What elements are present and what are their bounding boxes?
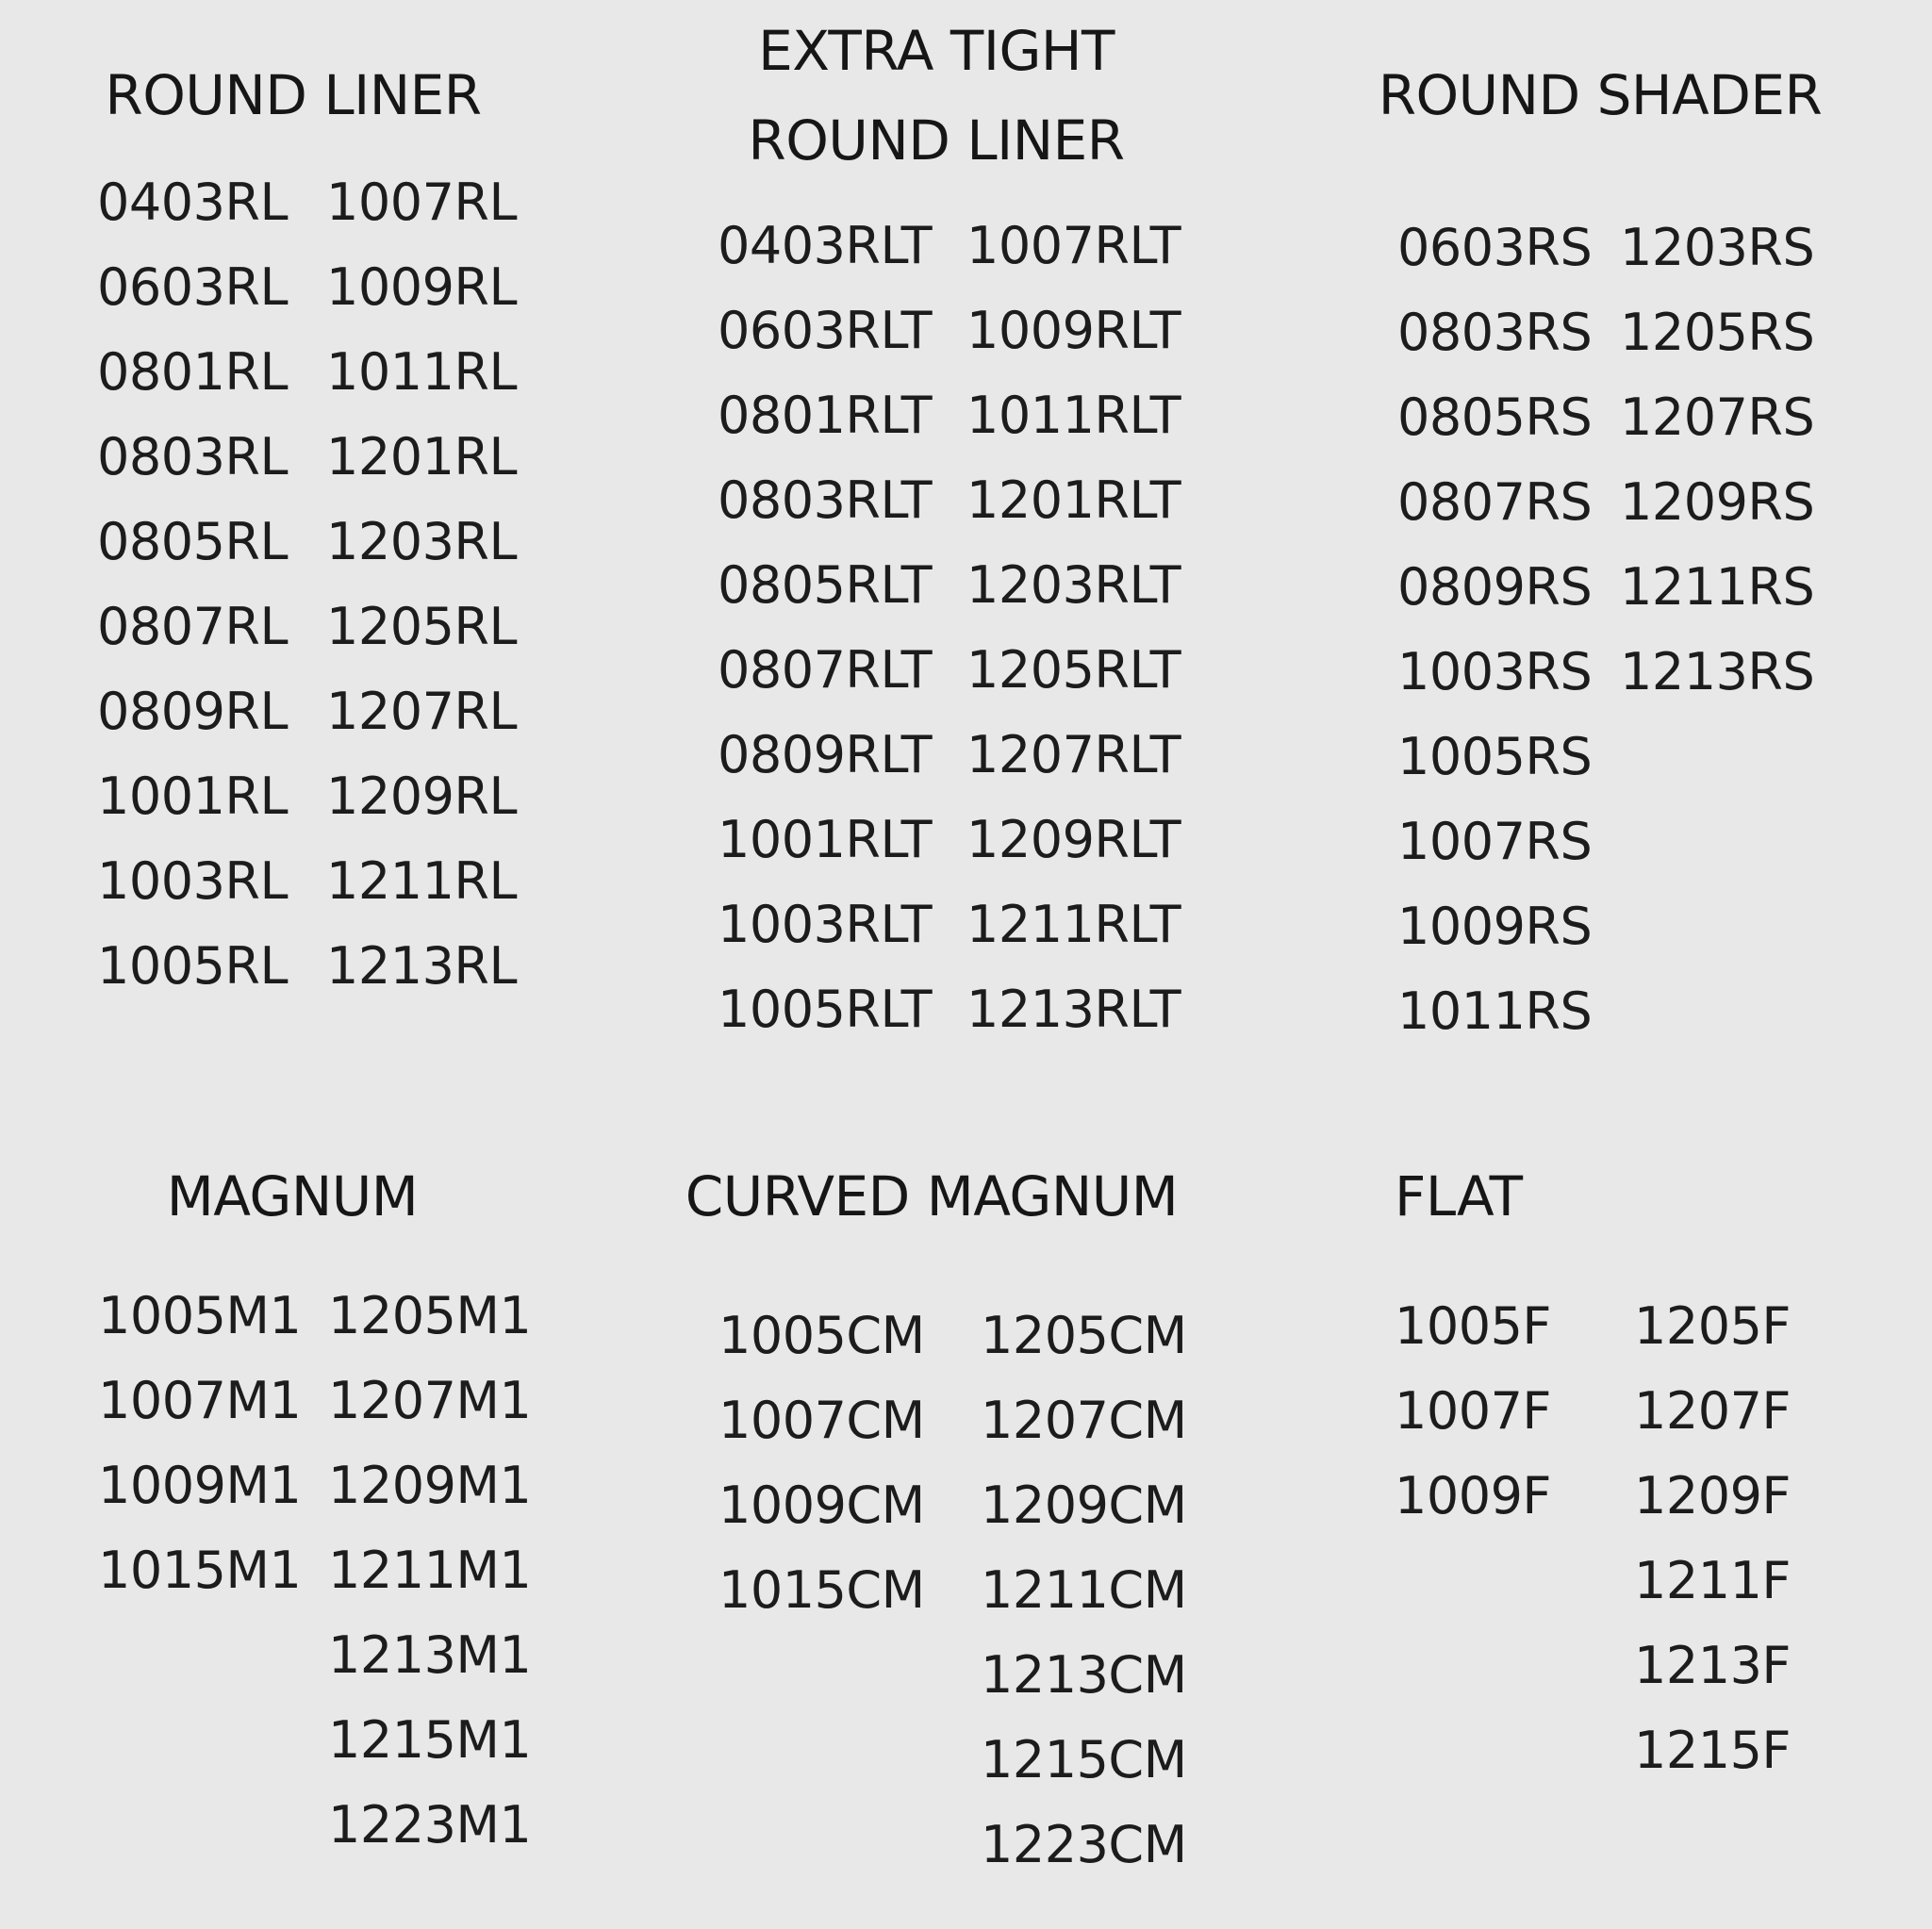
round-shader-code-text: 1011RS [1397,981,1593,1041]
round-shader-code [1620,375,1814,460]
magnum-code [98,1274,301,1359]
magnum-code-text: 1005M1 [98,1286,302,1345]
round-shader-right-column [1620,206,1814,715]
extra-tight-code-text: 1209RLT [966,810,1181,869]
curved-magnum-code-text: 1213CM [981,1645,1187,1705]
round-shader-code-text: 1003RS [1397,642,1593,701]
flat-code-text: 1215F [1634,1721,1791,1780]
extra-tight-code [966,204,1181,289]
magnum-code-text: 1215M1 [328,1710,532,1770]
magnum-code [328,1783,531,1868]
round-liner-code-text: 1201RL [326,427,518,486]
round-liner-code [97,924,288,1009]
curved-magnum-code [981,1633,1187,1718]
extra-tight-code-text: 1009RLT [966,301,1181,360]
round-liner-code [326,585,517,669]
round-shader-code-text: 1213RS [1620,642,1815,701]
round-liner-code-text: 1205RL [326,597,518,656]
extra-tight-code-text: 1011RLT [966,386,1181,445]
flat-code-text: 1207F [1634,1381,1791,1441]
magnum-code [98,1443,301,1528]
round-liner-code [97,330,288,415]
round-shader-left-column [1397,206,1592,1054]
round-liner-left-column [97,160,288,1009]
flat-code [1634,1708,1791,1793]
round-liner-right-column [326,160,517,1009]
round-shader-code [1620,460,1814,545]
extra-tight-code-text: 1005RLT [718,980,933,1039]
round-liner-code [97,754,288,839]
curved-magnum-right-column [981,1294,1187,1888]
extra-tight-code [966,543,1181,628]
flat-code-text: 1213F [1634,1636,1791,1695]
magnum-code-text: 1205M1 [328,1286,532,1345]
round-liner-code-text: 0801RL [97,342,289,402]
round-liner-code [326,669,517,754]
curved-magnum-code-text: 1007CM [718,1391,925,1450]
extra-tight-title-line-1: EXTRA TIGHT [758,19,1115,83]
round-liner-code-text: 0403RL [97,173,289,232]
flat-title: FLAT [1395,1164,1523,1228]
magnum-code [328,1359,531,1443]
round-shader-code [1397,630,1592,715]
extra-tight-code-text: 0807RLT [718,640,933,700]
flat-code-text: 1209F [1634,1466,1791,1525]
round-liner-code-text: 0603RL [97,257,289,317]
curved-magnum-code-text: 1009CM [718,1476,925,1535]
round-liner-code-text: 1007RL [326,173,518,232]
curved-magnum-code [981,1463,1187,1548]
flat-code [1634,1454,1791,1539]
magnum-code-text: 1007M1 [98,1371,302,1430]
extra-tight-code [966,628,1181,713]
round-shader-code [1397,545,1592,630]
curved-magnum-code [718,1463,925,1548]
magnum-code [328,1698,531,1783]
round-liner-code [326,924,517,1009]
round-shader-title: ROUND SHADER [1378,63,1823,127]
round-liner-code [97,245,288,330]
round-liner-code [326,839,517,924]
magnum-left-column [98,1274,301,1613]
extra-tight-code-text: 1213RLT [966,980,1181,1039]
extra-tight-code [718,289,932,373]
extra-tight-code [966,289,1181,373]
round-shader-code-text: 0809RS [1397,557,1593,617]
round-shader-code-text: 1005RS [1397,727,1593,786]
flat-code-text: 1009F [1395,1466,1551,1525]
curved-magnum-code-text: 1223CM [981,1815,1187,1874]
round-shader-code [1397,969,1592,1054]
magnum-right-column [328,1274,531,1868]
extra-tight-code-text: 1003RLT [718,895,933,954]
magnum-code [98,1359,301,1443]
round-liner-code-text: 1001RL [97,767,289,826]
round-liner-code-text: 1211RL [326,851,518,911]
magnum-code-text: 1207M1 [328,1371,532,1430]
magnum-title: MAGNUM [166,1164,419,1228]
round-shader-code [1397,375,1592,460]
round-shader-code [1620,545,1814,630]
round-liner-code [326,245,517,330]
round-shader-code [1397,206,1592,290]
flat-code [1395,1369,1551,1454]
round-liner-code-text: 0807RL [97,597,289,656]
round-liner-title: ROUND LINER [105,63,482,127]
extra-tight-code [718,204,932,289]
curved-magnum-code [718,1378,925,1463]
flat-code [1634,1284,1791,1369]
curved-magnum-code-text: 1015CM [718,1560,925,1620]
round-liner-code-text: 1203RL [326,512,518,571]
round-shader-code [1620,206,1814,290]
extra-tight-code-text: 0805RLT [718,555,933,615]
extra-tight-code [718,628,932,713]
round-shader-code [1397,715,1592,800]
extra-tight-title-line-2: ROUND LINER [748,108,1125,173]
round-shader-code-text: 0803RS [1397,303,1593,362]
flat-code-text: 1211F [1634,1551,1791,1610]
curved-magnum-code [981,1378,1187,1463]
curved-magnum-code [718,1548,925,1633]
round-liner-code [97,585,288,669]
extra-tight-code [966,798,1181,882]
magnum-code-text: 1015M1 [98,1541,302,1600]
extra-tight-code-text: 1211RLT [966,895,1181,954]
flat-code-text: 1005F [1395,1296,1551,1356]
flat-code-text: 1007F [1395,1381,1551,1441]
extra-tight-code [966,373,1181,458]
curved-magnum-code [981,1294,1187,1378]
magnum-code [328,1528,531,1613]
curved-magnum-code-text: 1205CM [981,1306,1187,1365]
extra-tight-code [966,458,1181,543]
round-shader-code-text: 0807RS [1397,472,1593,532]
round-liner-code-text: 0809RL [97,682,289,741]
round-liner-code [97,160,288,245]
round-liner-code [97,839,288,924]
magnum-code-text: 1223M1 [328,1795,532,1855]
extra-tight-code-text: 1007RLT [966,216,1181,275]
round-shader-code-text: 1007RS [1397,812,1593,871]
magnum-code [328,1613,531,1698]
round-liner-code [326,330,517,415]
round-shader-code-text: 1009RS [1397,897,1593,956]
round-shader-code [1397,800,1592,884]
extra-tight-code [966,882,1181,967]
curved-magnum-code-text: 1005CM [718,1306,925,1365]
extra-tight-code-text: 0603RLT [718,301,933,360]
extra-tight-code-text: 0803RLT [718,470,933,530]
round-shader-code-text: 1209RS [1620,472,1815,532]
flat-left-column [1395,1284,1551,1539]
extra-tight-code [718,882,932,967]
curved-magnum-code-text: 1207CM [981,1391,1187,1450]
extra-tight-code [718,543,932,628]
round-shader-code-text: 1207RS [1620,387,1815,447]
round-shader-code [1397,460,1592,545]
extra-tight-code-text: 1205RLT [966,640,1181,700]
extra-tight-code-text: 1203RLT [966,555,1181,615]
round-liner-code-text: 0805RL [97,512,289,571]
round-liner-code [97,669,288,754]
round-liner-code [326,160,517,245]
flat-code [1634,1624,1791,1708]
flat-code-text: 1205F [1634,1296,1791,1356]
round-shader-code-text: 0805RS [1397,387,1593,447]
curved-magnum-left-column [718,1294,925,1633]
curved-magnum-code [981,1548,1187,1633]
round-liner-code-text: 1209RL [326,767,518,826]
round-liner-code [326,500,517,585]
magnum-code [328,1443,531,1528]
round-liner-code [97,415,288,500]
flat-code [1395,1454,1551,1539]
extra-tight-code [966,967,1181,1052]
extra-tight-code [718,458,932,543]
magnum-code [98,1528,301,1613]
curved-magnum-code-text: 1211CM [981,1560,1187,1620]
round-shader-code-text: 0603RS [1397,218,1593,277]
round-shader-code [1397,290,1592,375]
round-liner-code [97,500,288,585]
extra-tight-code-text: 1207RLT [966,725,1181,784]
extra-tight-code [966,713,1181,798]
round-shader-code [1620,630,1814,715]
extra-tight-code-text: 0403RLT [718,216,933,275]
magnum-code-text: 1211M1 [328,1541,532,1600]
extra-tight-code-text: 0801RLT [718,386,933,445]
magnum-code [328,1274,531,1359]
magnum-code-text: 1209M1 [328,1456,532,1515]
flat-code [1634,1369,1791,1454]
round-liner-code-text: 1009RL [326,257,518,317]
round-liner-code-text: 1003RL [97,851,289,911]
extra-tight-code [718,967,932,1052]
magnum-code-text: 1213M1 [328,1625,532,1685]
magnum-code-text: 1009M1 [98,1456,302,1515]
curved-magnum-title: CURVED MAGNUM [685,1164,1179,1228]
round-shader-code-text: 1203RS [1620,218,1815,277]
round-shader-code-text: 1205RS [1620,303,1815,362]
curved-magnum-code-text: 1209CM [981,1476,1187,1535]
round-liner-code [326,415,517,500]
round-liner-code-text: 1011RL [326,342,518,402]
extra-tight-right-column [966,204,1181,1052]
curved-magnum-code-text: 1215CM [981,1730,1187,1789]
extra-tight-code-text: 0809RLT [718,725,933,784]
extra-tight-code-text: 1201RLT [966,470,1181,530]
curved-magnum-code [718,1294,925,1378]
round-shader-code-text: 1211RS [1620,557,1815,617]
extra-tight-code [718,713,932,798]
round-shader-code [1397,884,1592,969]
extra-tight-code-text: 1001RLT [718,810,933,869]
extra-tight-code [718,373,932,458]
round-shader-code [1620,290,1814,375]
flat-right-column [1634,1284,1791,1793]
round-liner-code-text: 1213RL [326,936,518,996]
round-liner-code-text: 0803RL [97,427,289,486]
flat-code [1634,1539,1791,1624]
curved-magnum-code [981,1803,1187,1888]
flat-code [1395,1284,1551,1369]
extra-tight-code [718,798,932,882]
round-liner-code [326,754,517,839]
curved-magnum-code [981,1718,1187,1803]
round-liner-code-text: 1207RL [326,682,518,741]
round-liner-code-text: 1005RL [97,936,289,996]
extra-tight-left-column [718,204,932,1052]
